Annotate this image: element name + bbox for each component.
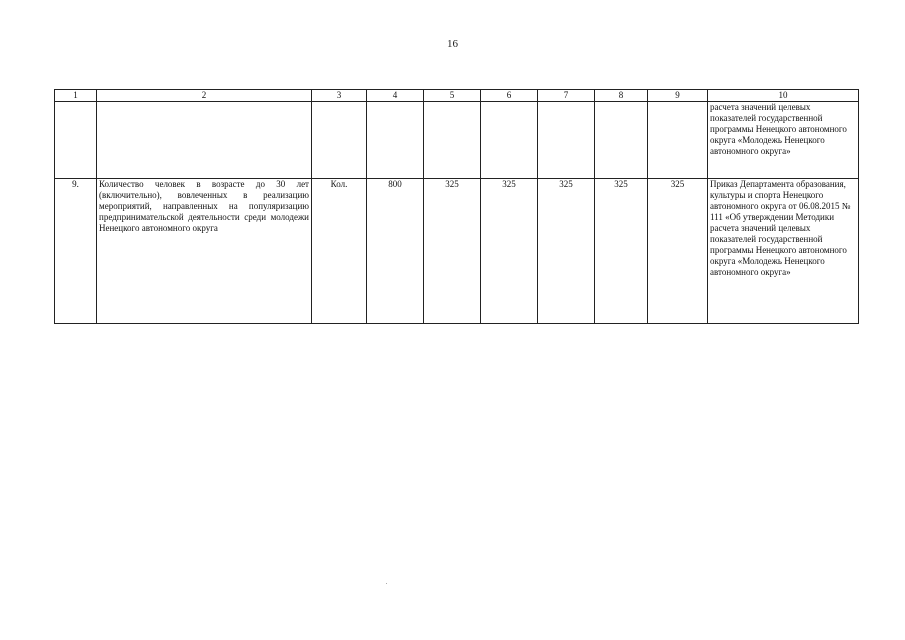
cell-unit: Кол. <box>312 179 367 324</box>
cell-value-col-6: 325 <box>481 179 538 324</box>
indicators-table <box>54 89 859 324</box>
header-col-9: 9 <box>648 90 708 102</box>
cell-empty <box>595 102 648 179</box>
cell-note-source: Приказ Департамента образования, культуры и спорта Ненецкого автономного округа от 06.08.2015 № 111 «Об утверждении Методики расчета значений целевых показателей государственной программы Ненецкого автономного округа «Молодежь Ненецкого автономного округа» <box>708 179 859 324</box>
table-row-continuation <box>55 102 859 179</box>
cell-value-col-7: 325 <box>538 179 595 324</box>
cell-empty <box>538 102 595 179</box>
cell-indicator-description: Количество человек в возрасте до 30 лет (включительно), вовлеченных в реализацию мероприятий, направленных на популяризацию предпринимательской деятельности среди молодежи Ненецкого автономного округа <box>97 179 312 324</box>
page-number: 16 <box>447 38 458 50</box>
cell-empty <box>367 102 424 179</box>
cell-row-number: 9. <box>55 179 97 324</box>
header-col-4: 4 <box>367 90 424 102</box>
cell-note-continuation: расчета значений целевых показателей государственной программы Ненецкого автономного округа «Молодежь Ненецкого автономного округа» <box>708 102 859 179</box>
header-col-7: 7 <box>538 90 595 102</box>
cell-value-col-4: 800 <box>367 179 424 324</box>
scan-speck <box>386 583 387 584</box>
header-col-10: 10 <box>708 90 859 102</box>
header-col-6: 6 <box>481 90 538 102</box>
cell-value-col-8: 325 <box>595 179 648 324</box>
header-col-1: 1 <box>55 90 97 102</box>
cell-empty <box>481 102 538 179</box>
cell-value-col-5: 325 <box>424 179 481 324</box>
header-col-3: 3 <box>312 90 367 102</box>
header-col-5: 5 <box>424 90 481 102</box>
header-row <box>55 90 859 102</box>
header-col-2: 2 <box>97 90 312 102</box>
header-col-8: 8 <box>595 90 648 102</box>
cell-empty <box>424 102 481 179</box>
cell-empty <box>312 102 367 179</box>
cell-empty <box>55 102 97 179</box>
cell-empty <box>97 102 312 179</box>
cell-value-col-9: 325 <box>648 179 708 324</box>
table-row-9 <box>55 179 859 324</box>
cell-empty <box>648 102 708 179</box>
